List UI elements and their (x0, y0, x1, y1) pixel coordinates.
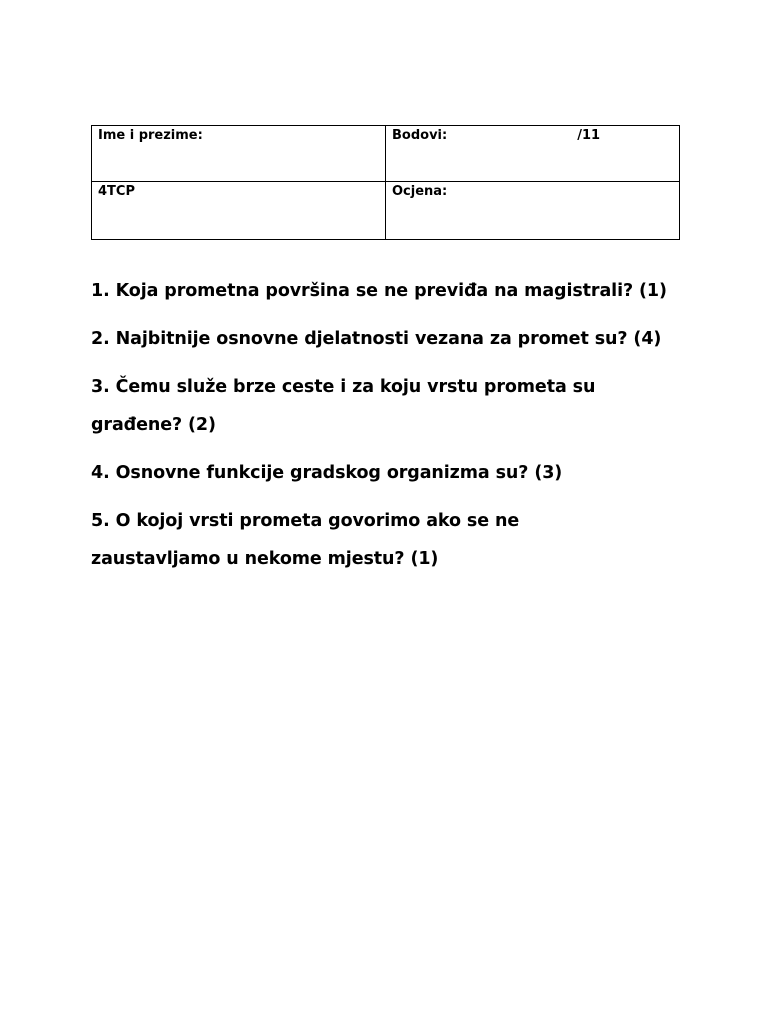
points-total: /11 (577, 128, 601, 143)
info-row-class-grade (92, 182, 680, 240)
question-2: 2. Najbitnije osnovne djelatnosti vezana za promet su? (4) (91, 329, 662, 349)
class-label: 4TCP (98, 184, 135, 199)
name-cell (92, 126, 386, 182)
points-line (392, 127, 673, 145)
question-3: 3. Čemu služe brze ceste i za koju vrstu prometa su građene? (2) (91, 377, 596, 435)
class-cell (92, 182, 386, 240)
question-list (91, 272, 691, 588)
name-label: Ime i prezime: (98, 128, 203, 143)
question-4: 4. Osnovne funkcije gradskog organizma su? (3) (91, 463, 563, 483)
points-label: Bodovi: (392, 128, 448, 143)
grade-cell (386, 182, 680, 240)
grade-label: Ocjena: (392, 184, 448, 199)
points-cell (386, 126, 680, 182)
question-5: 5. O kojoj vrsti prometa govorimo ako se ne zaustavljamo u nekome mjestu? (1) (91, 511, 520, 569)
info-row-name-points (92, 126, 680, 182)
student-info-table (91, 125, 680, 240)
question-1: 1. Koja prometna površina se ne previđa na magistrali? (1) (91, 281, 667, 301)
